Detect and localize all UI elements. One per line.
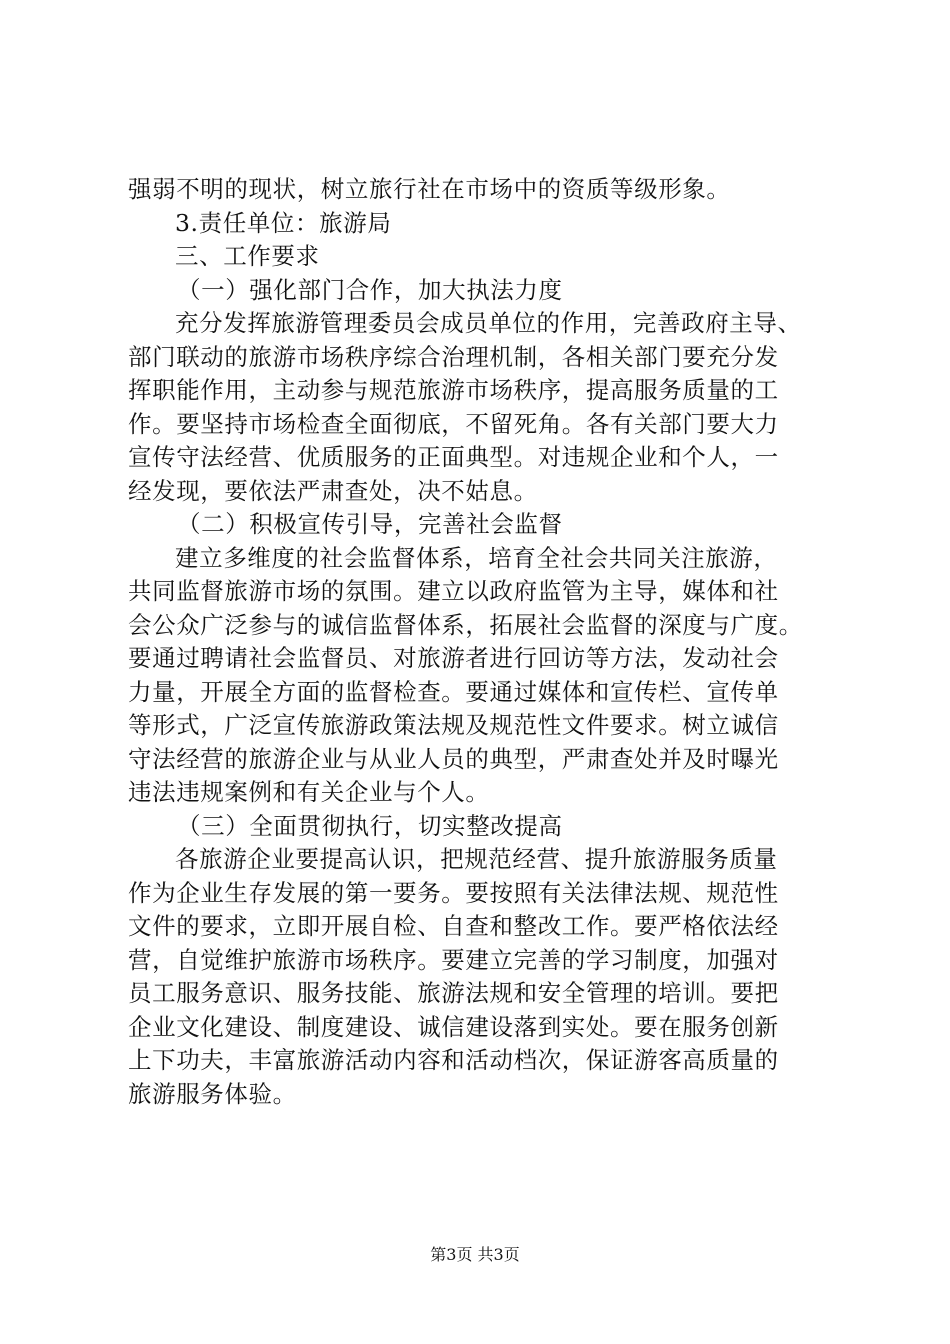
text-line: 各旅游企业要提高认识，把规范经营、提升旅游服务质量 <box>175 845 778 873</box>
document-body <box>128 173 843 1111</box>
text-line: 三、工作要求 <box>175 242 320 270</box>
text-line: 会公众广泛参与的诚信监督体系，拓展社会监督的深度与广度。 <box>128 610 803 639</box>
section-heading: （一）强化部门合作，加大执法力度 <box>177 275 563 304</box>
text-line: 强弱不明的现状，树立旅行社在市场中的资质等级形象。 <box>128 175 731 203</box>
text-line: 部门联动的旅游市场秩序综合治理机制，各相关部门要充分发 <box>128 342 779 371</box>
text-line: 充分发挥旅游管理委员会成员单位的作用，完善政府主导、 <box>175 309 802 337</box>
section-heading: （三）全面贯彻执行，切实整改提高 <box>177 811 563 840</box>
text-line: 作为企业生存发展的第一要务。要按照有关法律法规、规范性 <box>128 878 779 907</box>
text-line: 经发现，要依法严肃查处，决不姑息。 <box>128 476 538 505</box>
page-number-footer: 第3页 共3页 <box>430 1245 520 1264</box>
text-line: 建立多维度的社会监督体系，培育全社会共同关注旅游， <box>175 543 778 572</box>
text-line: 员工服务意识、服务技能、旅游法规和安全管理的培训。要把 <box>128 979 779 1007</box>
text-line: 违法违规案例和有关企业与个人。 <box>128 778 490 806</box>
text-line: 等形式，广泛宣传旅游政策法规及规范性文件要求。树立诚信 <box>128 711 779 739</box>
text-line: 3.责任单位：旅游局 <box>175 208 392 237</box>
text-line: 上下功夫，丰富旅游活动内容和活动档次，保证游客高质量的 <box>128 1046 779 1074</box>
text-line: 文件的要求，立即开展自检、自查和整改工作。要严格依法经 <box>128 912 779 940</box>
section-heading: （二）积极宣传引导，完善社会监督 <box>177 510 563 538</box>
text-line: 守法经营的旅游企业与从业人员的典型，严肃查处并及时曝光 <box>128 744 779 773</box>
text-line: 力量，开展全方面的监督检查。要通过媒体和宣传栏、宣传单 <box>128 677 779 706</box>
text-line: 宣传守法经营、优质服务的正面典型。对违规企业和个人，一 <box>128 443 779 471</box>
text-line: 企业文化建设、制度建设、诚信建设落到实处。要在服务创新 <box>128 1012 779 1041</box>
text-line: 挥职能作用，主动参与规范旅游市场秩序，提高服务质量的工 <box>128 376 779 404</box>
text-line: 要通过聘请社会监督员、对旅游者进行回访等方法，发动社会 <box>128 644 779 672</box>
text-line: 共同监督旅游市场的氛围。建立以政府监管为主导，媒体和社 <box>128 577 779 605</box>
text-line: 作。要坚持市场检查全面彻底，不留死角。各有关部门要大力 <box>128 409 779 438</box>
text-line: 营，自觉维护旅游市场秩序。要建立完善的学习制度，加强对 <box>128 945 779 974</box>
text-line: 旅游服务体验。 <box>128 1079 297 1108</box>
